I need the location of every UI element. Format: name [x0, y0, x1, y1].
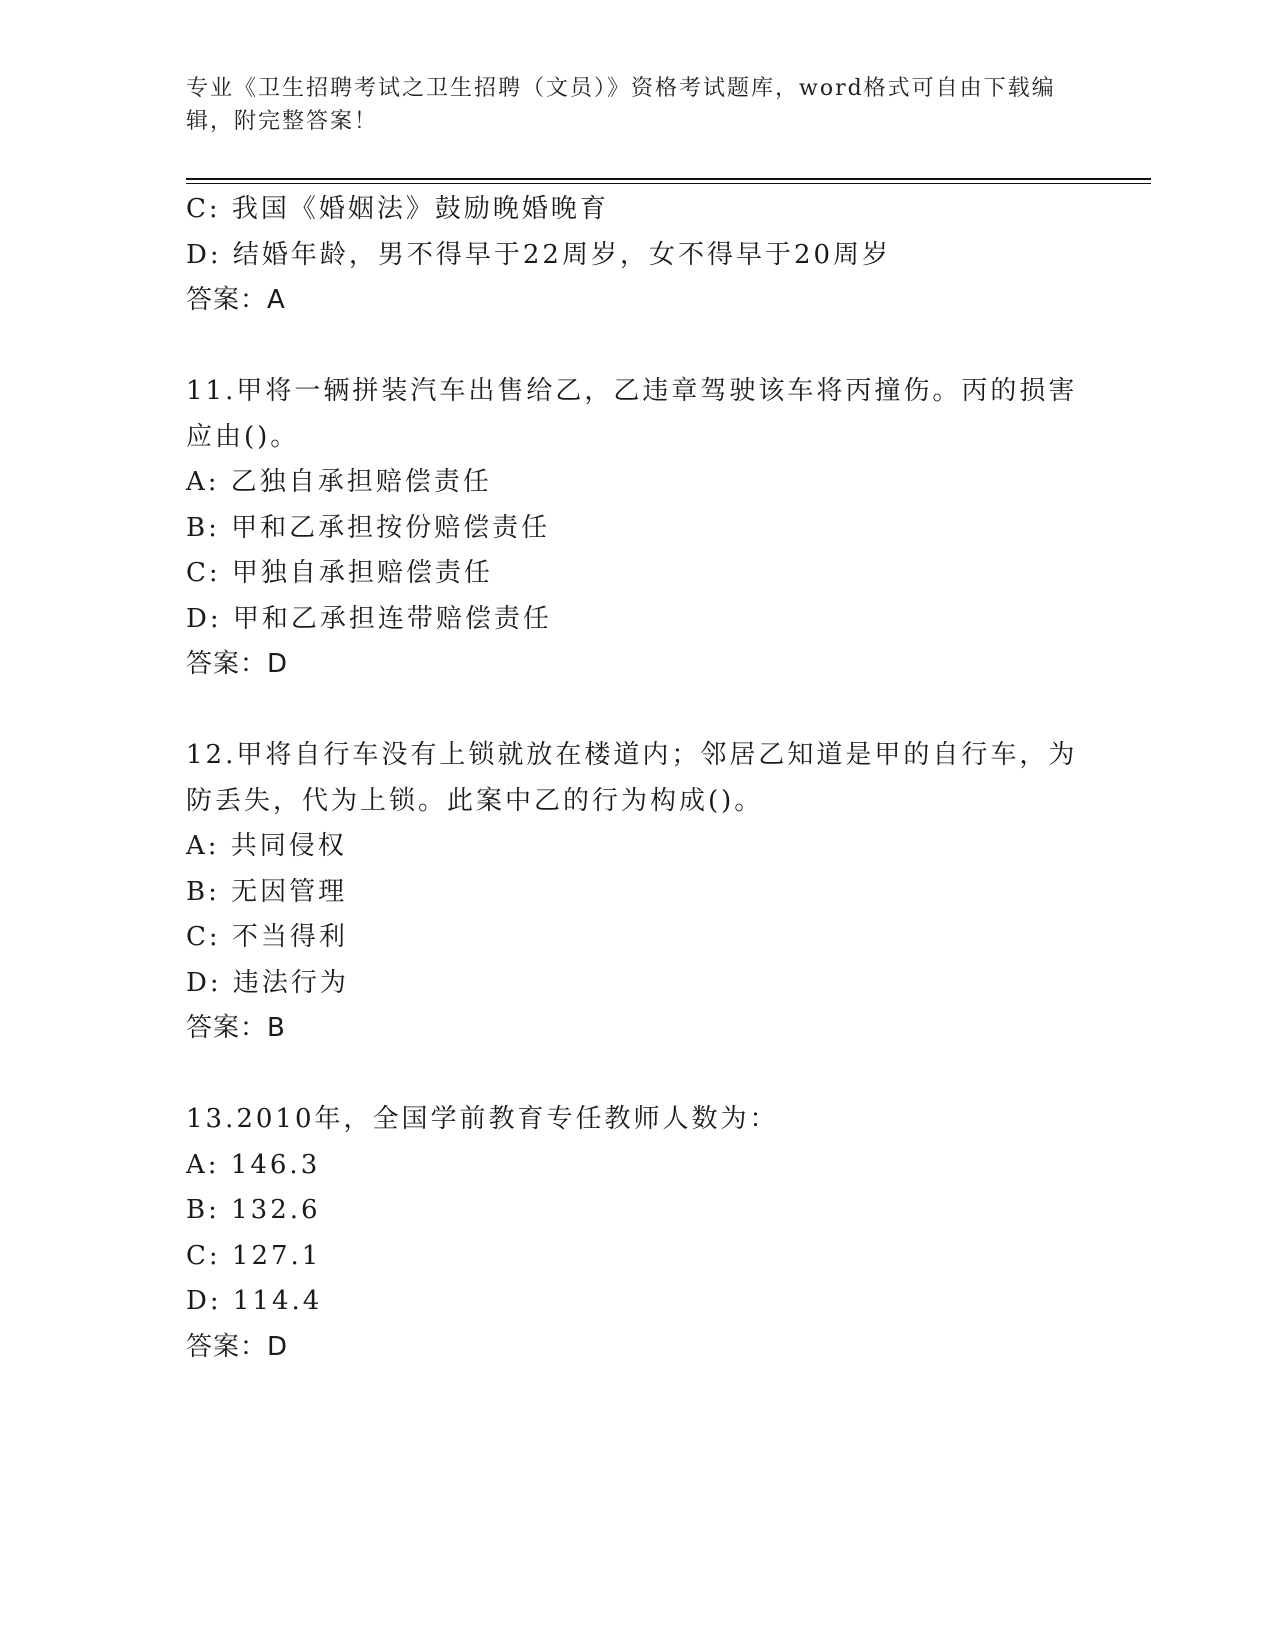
- option-c: C: 127.1: [186, 1240, 322, 1271]
- option-c: C: 不当得利: [186, 922, 348, 952]
- option-c: C: 甲独自承担赔偿责任: [186, 558, 493, 588]
- question-13: [186, 1097, 1086, 1370]
- option-d: D: 114.4: [186, 1286, 323, 1316]
- option-b: B: 无因管理: [186, 876, 348, 907]
- option-a: A: 乙独自承担赔偿责任: [186, 467, 492, 497]
- spacer: [186, 1052, 1086, 1098]
- option-a: A: 共同侵权: [186, 831, 347, 861]
- option-b: B: 甲和乙承担按份赔偿责任: [186, 512, 551, 543]
- header-divider-thick: [186, 178, 1151, 180]
- question-12: [186, 733, 1086, 1052]
- question-11: [186, 369, 1086, 688]
- option-c: C: 我国《婚姻法》鼓励晚婚晚育: [186, 194, 609, 224]
- option-b: B: 132.6: [186, 1195, 321, 1225]
- option-d: D: 违法行为: [186, 967, 349, 998]
- option-d: D: 结婚年龄，男不得早于22周岁，女不得早于20周岁: [186, 239, 892, 270]
- question-stem: 11.甲将一辆拼装汽车出售给乙，乙违章驾驶该车将丙撞伤。丙的损害应由()。: [186, 376, 1078, 452]
- spacer: [186, 324, 1086, 370]
- answer: 答案：D: [186, 649, 289, 679]
- continued-question: [186, 187, 1086, 324]
- answer: 答案：B: [186, 1013, 286, 1043]
- page-header: 专业《卫生招聘考试之卫生招聘（文员）》资格考试题库，word格式可自由下载编辑，附完整答案！: [186, 76, 1056, 134]
- question-list: [186, 187, 1086, 1370]
- option-a: A: 146.3: [186, 1149, 321, 1180]
- option-d: D: 甲和乙承担连带赔偿责任: [186, 603, 552, 634]
- answer: 答案：A: [186, 285, 286, 315]
- question-stem: 12.甲将自行车没有上锁就放在楼道内；邻居乙知道是甲的自行车，为防丢失，代为上锁。此案中乙的行为构成()。: [186, 740, 1078, 816]
- header-divider-thin: [186, 183, 1151, 184]
- spacer: [186, 688, 1086, 734]
- question-stem: 13.2010年，全国学前教育专任教师人数为：: [186, 1104, 779, 1134]
- answer: 答案：D: [186, 1331, 289, 1362]
